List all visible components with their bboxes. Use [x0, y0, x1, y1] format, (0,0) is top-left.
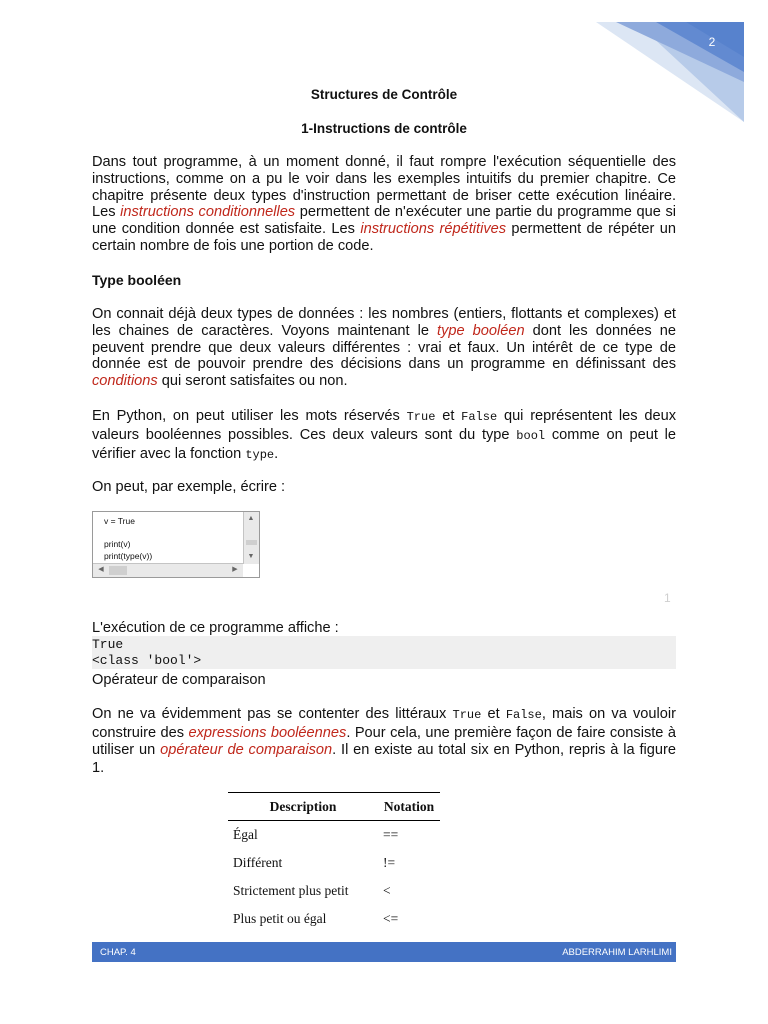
output-line: <class 'bool'>: [92, 652, 202, 668]
cell-notation: ==: [383, 827, 399, 842]
scroll-right-arrow-icon[interactable]: ▶: [232, 566, 238, 573]
cell-notation: <: [383, 883, 391, 898]
intro-paragraph: Dans tout programme, à un moment donné, il faut rompre l'exécution séquentielle des instructions, comme on a pu le voir dans les exemples intuitifs du premier chapitre. Ce chapitre présente deux types d'instruction permettant de briser cette exécution linéaire. Les instructions conditionnelles permettent de n'exécuter une partie du programme que si une condition donnée est satisfaite. Les instructions répétitives permettent de répéter un certain nombre de fois une portion de code.: [92, 154, 676, 254]
page-footer: [92, 942, 676, 962]
cell-notation: <=: [383, 911, 399, 926]
execution-label: L'exécution de ce programme affiche :: [92, 620, 339, 636]
cell-description: Différent: [233, 855, 283, 870]
page-title: Structures de Contrôle: [310, 87, 458, 102]
scroll-thumb[interactable]: [109, 566, 127, 575]
program-output: [92, 636, 676, 669]
table-header-notation: Notation: [378, 793, 440, 821]
scroll-up-arrow-icon[interactable]: ▲: [247, 515, 255, 522]
cell-description: Égal: [233, 827, 258, 842]
footer-chapter: CHAP. 4: [100, 947, 136, 958]
horizontal-scrollbar[interactable]: [93, 563, 243, 577]
section-title: 1-Instructions de contrôle: [301, 121, 467, 136]
code-line: print(v): [104, 539, 131, 549]
heading-type-booleen: Type booléen: [92, 272, 182, 288]
table-row: [228, 849, 440, 877]
footnote-marker: 1: [664, 591, 671, 605]
bool-paragraph: On connait déjà deux types de données : les nombres (entiers, flottants et complexes) et les chaines de caractères. Voyons maintenant le type booléen dont les données ne peuvent prendre que deux valeurs différentes : vrai et faux. Un intérêt de ce type de donnée est de pouvoir prendre des décisions dans un programme en définissant des conditions qui seront satisfaites ou non.: [92, 306, 676, 390]
vertical-scrollbar[interactable]: [243, 512, 259, 564]
python-paragraph: En Python, on peut utiliser les mots réservés True et False qui représentent les deux valeurs booléennes possibles. Ces deux valeurs sont du type bool comme on peut le vérifier avec la fonction type.: [92, 408, 676, 462]
comparison-operators-table: [228, 792, 440, 933]
table-row: [228, 821, 440, 850]
table-row: [228, 877, 440, 905]
comparison-heading: Opérateur de comparaison: [92, 672, 266, 688]
cell-description: Plus petit ou égal: [233, 911, 327, 926]
scroll-thumb[interactable]: [246, 540, 257, 545]
code-area[interactable]: [94, 513, 244, 565]
table-row: [228, 905, 440, 933]
output-line: True: [92, 637, 124, 652]
example-line: On peut, par exemple, écrire :: [92, 479, 286, 495]
footer-author: ABDERRAHIM LARHLIMI: [562, 947, 672, 958]
comparison-paragraph: On ne va évidemment pas se contenter des littéraux True et False, mais on va vouloir construire des expressions booléennes. Pour cela, une première façon de faire consiste à utiliser un opérateur de comparaison. Il en existe au total six en Python, repris à la figure 1.: [92, 706, 676, 776]
table-header-description: Description: [228, 793, 378, 821]
code-line: [104, 528, 244, 540]
code-editor-box[interactable]: [92, 511, 260, 578]
scroll-down-arrow-icon[interactable]: ▼: [247, 553, 255, 560]
code-line: v = True: [104, 516, 135, 526]
page-number: 2: [708, 35, 716, 49]
scroll-left-arrow-icon[interactable]: ◀: [98, 566, 104, 573]
cell-description: Strictement plus petit: [233, 883, 349, 898]
cell-notation: !=: [383, 855, 396, 870]
code-line: print(type(v)): [104, 550, 153, 561]
